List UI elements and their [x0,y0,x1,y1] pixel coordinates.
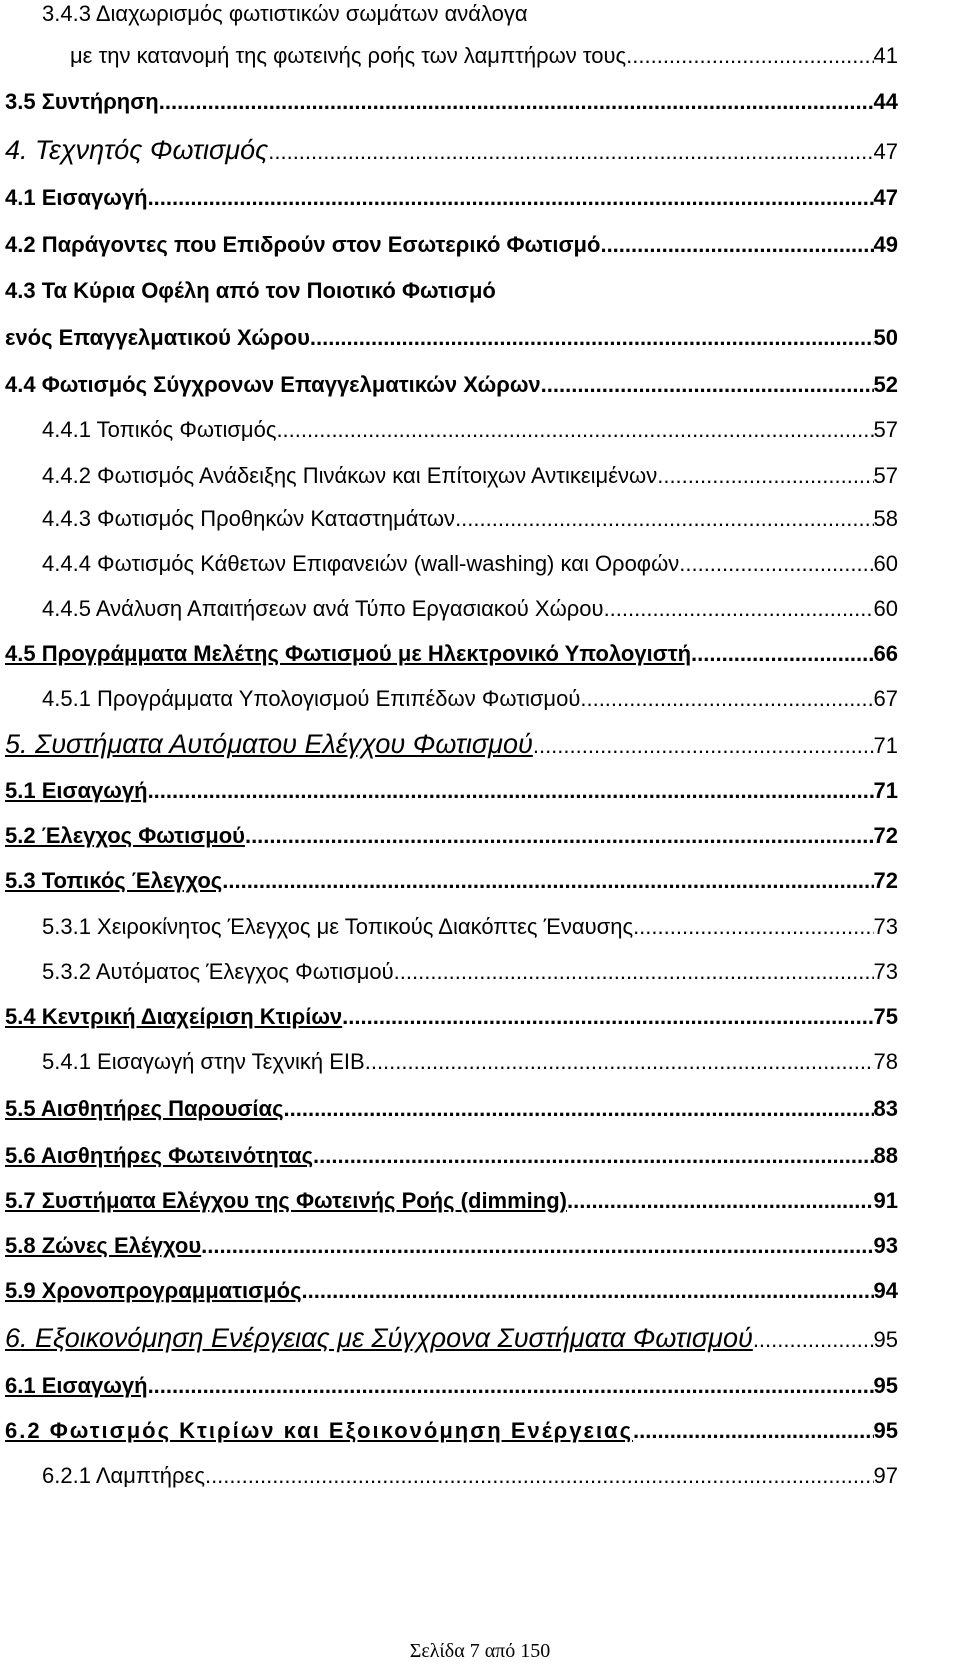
toc-entry-title: 5.6 Αισθητήρες Φωτεινότητας [5,1143,314,1168]
toc-entry[interactable] [42,679,898,719]
toc-entry[interactable] [5,1318,898,1358]
toc-entry-page-number: 72 [873,868,898,893]
toc-dot-leader [276,410,873,450]
toc-dot-leader [201,1226,873,1266]
toc-dot-leader [284,1089,874,1129]
toc-entry[interactable] [5,178,898,218]
toc-entry-title: 4.3 Τα Κύρια Οφέλη από τον Ποιοτικό Φωτισμό [5,278,496,303]
toc-entry[interactable] [5,1136,898,1176]
toc-entry[interactable] [42,1456,898,1496]
toc-entry-page-number: 95 [873,1418,898,1443]
toc-entry-page-number: 44 [873,89,898,114]
toc-entry[interactable] [5,1226,898,1266]
toc-dot-leader [205,1456,874,1496]
toc-entry-title: 4.4.1 Τοπικός Φωτισμός [42,417,277,442]
toc-entry-page-number: 49 [873,232,898,257]
toc-dot-leader [753,1320,874,1358]
toc-entry[interactable] [5,318,898,358]
toc-entry-page-number: 71 [873,778,898,803]
toc-entry-page-number: 95 [873,1373,898,1398]
page-footer: Σελίδα 7 από 150 [409,1640,551,1662]
toc-entry-page-number: 93 [873,1233,898,1258]
toc-entry[interactable] [42,456,898,496]
toc-dot-leader [657,456,873,496]
toc-dot-leader [313,1136,874,1176]
toc-entry[interactable] [42,544,898,584]
toc-entry-title: 5.9 Χρονοπρογραμματισμός [5,1278,302,1303]
toc-entry-title: 6.2 Φωτισμός Κτιρίων και Εξοικονόμηση Ενέργειας [5,1418,634,1443]
toc-dot-leader [541,365,874,405]
toc-dot-leader [691,634,874,674]
toc-entry[interactable] [42,0,898,34]
toc-entry[interactable] [5,634,898,674]
toc-entry-title: ενός Επαγγελματικού Χώρου [5,325,310,350]
toc-entry-title: 4.1 Εισαγωγή [5,185,148,210]
toc-dot-leader [633,1411,874,1451]
toc-entry-page-number: 57 [873,463,898,488]
toc-dot-leader [580,679,873,719]
toc-entry-title: 5. Συστήματα Αυτόματου Ελέγχου Φωτισμού [5,729,533,759]
toc-entry[interactable] [42,907,898,947]
toc-entry-title: 4.5.1 Προγράμματα Υπολογισμού Επιπέδων Φωτισμού [42,686,581,711]
toc-dot-leader [604,589,874,629]
toc-entry-title: 5.5 Αισθητήρες Παρουσίας [5,1096,284,1121]
toc-entry-title: 5.2 Έλεγχος Φωτισμού [5,823,245,848]
toc-entry-title: 4.4.5 Ανάλυση Απαιτήσεων ανά Τύπο Εργασιακού Χώρου [42,596,604,621]
toc-entry-title: 4. Τεχνητός Φωτισμός [5,135,269,165]
toc-dot-leader [148,771,874,811]
toc-dot-leader [679,544,873,584]
toc-entry-title: 6.2.1 Λαμπτήρες [42,1463,205,1488]
toc-entry-title: με την κατανομή της φωτεινής ροής των λαμπτήρων τους [70,43,627,68]
toc-entry[interactable] [5,365,898,405]
toc-dot-leader [533,726,874,764]
toc-entry-title: 4.4.3 Φωτισμός Προθηκών Καταστημάτων [42,506,456,531]
toc-entry-title: 4.2 Παράγοντες που Επιδρούν στον Εσωτερικό Φωτισμό [5,232,601,257]
toc-entry-title: 4.4.2 Φωτισμός Ανάδειξης Πινάκων και Επίτοιχων Αντικειμένων [42,463,658,488]
toc-entry[interactable] [5,1271,898,1311]
toc-dot-leader [455,499,873,539]
toc-entry[interactable] [42,1042,898,1082]
toc-entry-page-number: 88 [873,1143,898,1168]
toc-entry-page-number: 60 [873,596,898,621]
toc-entry-page-number: 60 [873,551,898,576]
toc-dot-leader [245,816,874,856]
toc-entry[interactable] [5,1089,898,1129]
toc-entry[interactable] [42,410,898,450]
toc-entry[interactable] [5,225,898,265]
toc-entry-page-number: 83 [873,1096,898,1121]
toc-entry-title: 4.4.4 Φωτισμός Κάθετων Επιφανειών (wall-washing) και Οροφών [42,551,680,576]
toc-entry[interactable] [42,499,898,539]
toc-dot-leader [394,952,874,992]
toc-entry-page-number: 47 [873,185,898,210]
toc-entry-title: 4.4 Φωτισμός Σύγχρονων Επαγγελματικών Χώρων [5,372,541,397]
toc-entry-page-number: 57 [873,417,898,442]
toc-dot-leader [310,318,874,358]
toc-entry[interactable] [42,589,898,629]
toc-entry[interactable] [5,1411,898,1451]
toc-entry-page-number: 73 [873,959,898,984]
toc-entry[interactable] [5,816,898,856]
toc-entry-page-number: 78 [873,1049,898,1074]
toc-entry-title: 5.1 Εισαγωγή [5,778,148,803]
toc-entry-title: 3.5 Συντήρηση [5,89,159,114]
toc-dot-leader [222,861,873,901]
toc-entry[interactable] [5,82,898,122]
toc-entry-page-number: 97 [873,1463,898,1488]
toc-entry-page-number: 95 [873,1327,898,1352]
toc-entry-page-number: 50 [873,325,898,350]
toc-dot-leader [159,82,874,122]
toc-entry[interactable] [5,1366,898,1406]
toc-entry-page-number: 41 [873,43,898,68]
toc-entry-title: 5.8 Ζώνες Ελέγχου [5,1233,202,1258]
toc-entry-title: 5.4 Κεντρική Διαχείριση Κτιρίων [5,1004,343,1029]
toc-entry-page-number: 67 [873,686,898,711]
toc-entry-title: 5.7 Συστήματα Ελέγχου της Φωτεινής Ροής (dimming) [5,1188,567,1213]
toc-dot-leader [268,132,873,170]
toc-entry-page-number: 52 [873,372,898,397]
toc-entry-title: 6.1 Εισαγωγή [5,1373,148,1398]
toc-dot-leader [302,1271,874,1311]
toc-entry[interactable] [5,997,898,1037]
toc-entry-title: 5.4.1 Εισαγωγή στην Τεχνική EIB [42,1049,365,1074]
toc-entry[interactable] [42,952,898,992]
toc-dot-leader [600,225,873,265]
toc-entry-page-number: 47 [873,139,898,164]
toc-entry-title: 4.5 Προγράμματα Μελέτης Φωτισμού με Ηλεκτρονικό Υπολογιστή [5,641,692,666]
toc-entry-title: 5.3 Τοπικός Έλεγχος [5,868,223,893]
toc-dot-leader [567,1181,874,1221]
toc-entry-page-number: 91 [873,1188,898,1213]
toc-entry[interactable] [70,36,898,76]
toc-dot-leader [633,907,873,947]
toc-entry-title: 3.4.3 Διαχωρισμός φωτιστικών σωμάτων ανάλογα [42,1,528,26]
toc-entry[interactable] [5,271,898,311]
toc-entry-title: 6. Εξοικονόμηση Ενέργειας με Σύγχρονα Συστήματα Φωτισμού [5,1323,753,1353]
toc-entry-title: 5.3.1 Χειροκίνητος Έλεγχος με Τοπικούς Διακόπτες Έναυσης [42,914,634,939]
toc-entry[interactable] [5,724,898,764]
toc-entry[interactable] [5,771,898,811]
toc-dot-leader [365,1042,874,1082]
toc-entry-page-number: 94 [873,1278,898,1303]
toc-entry-title: 5.3.2 Αυτόματος Έλεγχος Φωτισμού [42,959,394,984]
toc-entry-page-number: 75 [873,1004,898,1029]
toc-entry-page-number: 71 [873,733,898,758]
toc-entry-page-number: 73 [873,914,898,939]
toc-dot-leader [148,1366,874,1406]
toc-dot-leader [342,997,873,1037]
toc-entry-page-number: 58 [873,506,898,531]
toc-dot-leader [626,36,873,76]
toc-entry[interactable] [5,130,898,170]
toc-entry[interactable] [5,861,898,901]
toc-entry-page-number: 72 [873,823,898,848]
toc-entry-page-number: 66 [873,641,898,666]
toc-dot-leader [148,178,874,218]
toc-entry[interactable] [5,1181,898,1221]
